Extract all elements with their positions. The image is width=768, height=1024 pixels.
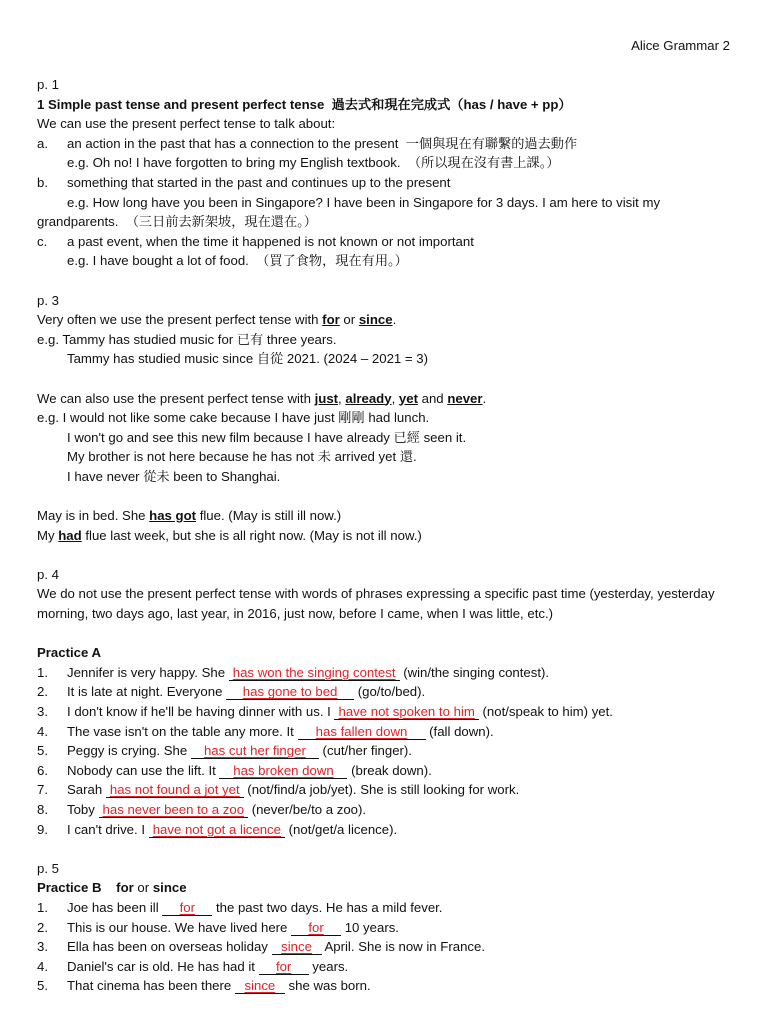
exercise-item bbox=[37, 800, 737, 820]
exercise-hint: the past two days. He has a mild fever. bbox=[212, 899, 443, 915]
exercise-hint: (not/speak to him) yet. bbox=[478, 704, 613, 719]
practice-b-list bbox=[37, 898, 737, 996]
document-body bbox=[37, 75, 737, 996]
section-title: 1 Simple past tense and present perfect tense 過去式和現在完成式（has / have + pp） bbox=[37, 96, 572, 112]
had-example: My had flue last week, but she is all right now. (May is not ill now.) bbox=[37, 527, 422, 543]
exercise-item bbox=[37, 918, 737, 938]
exercise-prompt: I don't know if he'll be having dinner with us. I bbox=[67, 704, 335, 719]
exercise-prompt: It is late at night. Everyone bbox=[67, 684, 227, 700]
page-marker: p. 4 bbox=[37, 566, 59, 582]
answer-blank[interactable]: has never been to a zoo bbox=[99, 802, 249, 818]
answer-blank[interactable]: for bbox=[162, 900, 212, 916]
exercise-number: 5. bbox=[37, 743, 48, 759]
exercise-prompt: Jennifer is very happy. She bbox=[67, 664, 229, 680]
past-time-note: We do not use the present perfect tense with words of phrases expressing a specific past time (yesterday, yesterday morning, two days ago, last year, in 2016, just now, before I came, when I was little, etc.) bbox=[37, 586, 715, 622]
answer-blank[interactable]: for bbox=[291, 920, 341, 936]
exercise-prompt: That cinema has been there bbox=[67, 978, 235, 994]
exercise-number: 4. bbox=[37, 958, 48, 974]
document-header: Alice Grammar 2 bbox=[631, 38, 730, 53]
exercise-item bbox=[37, 780, 737, 800]
point-c-example: e.g. I have bought a lot of food. （買了食物，現在有用。） bbox=[67, 253, 408, 269]
exercise-hint: (win/the singing contest). bbox=[399, 664, 550, 680]
point-b: b. something that started in the past and continues up to the present bbox=[37, 174, 451, 190]
exercise-number: 4. bbox=[37, 723, 48, 739]
exercise-prompt: Nobody can use the lift. It bbox=[67, 762, 220, 778]
exercise-number: 6. bbox=[37, 762, 48, 778]
already-example: I won't go and see this new film because I have already 已經 seen it. bbox=[67, 429, 467, 445]
answer-blank[interactable]: since bbox=[235, 978, 285, 994]
exercise-prompt: Ella has been on overseas holiday bbox=[67, 939, 272, 955]
since-example: Tammy has studied music since 自從 2021. (2024 – 2021 = 3) bbox=[67, 351, 429, 367]
page-marker: p. 3 bbox=[37, 292, 59, 308]
exercise-number: 3. bbox=[37, 939, 48, 955]
exercise-prompt: Peggy is crying. She bbox=[67, 743, 191, 759]
adverbs-intro: We can also use the present perfect tense with just, already, yet and never. bbox=[37, 390, 487, 406]
point-c: c. a past event, when the time it happened is not known or not important bbox=[37, 233, 474, 249]
exercise-hint: (never/be/to a zoo). bbox=[248, 801, 367, 817]
exercise-hint: (not/find/a job/yet). She is still looking for work. bbox=[243, 782, 520, 798]
exercise-prompt: Daniel's car is old. He has had it bbox=[67, 958, 259, 974]
answer-blank[interactable]: since bbox=[272, 939, 322, 955]
exercise-hint: (break down). bbox=[347, 762, 432, 778]
exercise-prompt: Toby bbox=[67, 801, 99, 817]
intro-text: We can use the present perfect tense to talk about: bbox=[37, 116, 336, 132]
exercise-hint: (go/to/bed). bbox=[354, 684, 426, 700]
exercise-hint: April. She is now in France. bbox=[321, 939, 485, 955]
exercise-item bbox=[37, 976, 737, 996]
exercise-prompt: Sarah bbox=[67, 782, 106, 798]
exercise-number: 8. bbox=[37, 801, 48, 817]
exercise-item bbox=[37, 937, 737, 957]
just-example: e.g. I would not like some cake because I have just 剛剛 had lunch. bbox=[37, 410, 430, 426]
exercise-item bbox=[37, 702, 737, 722]
practice-a-list bbox=[37, 663, 737, 839]
never-example: I have never 從未 been to Shanghai. bbox=[67, 468, 281, 484]
answer-blank[interactable]: has fallen down bbox=[298, 724, 426, 740]
practice-a-title: Practice A bbox=[37, 645, 102, 661]
exercise-item bbox=[37, 663, 737, 683]
answer-blank[interactable]: has not found a jot yet bbox=[106, 782, 244, 798]
for-since-intro: Very often we use the present perfect tense with for or since. bbox=[37, 312, 397, 328]
point-a-example: e.g. Oh no! I have forgotten to bring my English textbook. （所以現在沒有書上課。） bbox=[67, 155, 560, 171]
exercise-number: 7. bbox=[37, 782, 48, 798]
answer-blank[interactable]: have not got a licence bbox=[149, 822, 285, 838]
exercise-number: 3. bbox=[37, 704, 48, 719]
yet-example: My brother is not here because he has not 未 arrived yet 還. bbox=[67, 449, 417, 465]
exercise-number: 2. bbox=[37, 684, 48, 700]
page-marker: p. 1 bbox=[37, 77, 59, 92]
exercise-prompt: I can't drive. I bbox=[67, 821, 149, 837]
exercise-hint: she was born. bbox=[284, 978, 371, 994]
exercise-hint: (not/get/a licence). bbox=[285, 821, 398, 837]
exercise-number: 5. bbox=[37, 978, 48, 994]
exercise-number: 1. bbox=[37, 664, 48, 680]
practice-b-title: Practice B for or since bbox=[37, 880, 187, 896]
exercise-item bbox=[37, 722, 737, 742]
page-marker: p. 5 bbox=[37, 860, 59, 876]
exercise-prompt: This is our house. We have lived here bbox=[67, 919, 292, 935]
has-got-example: May is in bed. She has got flue. (May is still ill now.) bbox=[37, 508, 342, 524]
exercise-prompt: Joe has been ill bbox=[67, 899, 163, 915]
exercise-item bbox=[37, 820, 737, 840]
exercise-number: 9. bbox=[37, 821, 48, 837]
exercise-item bbox=[37, 898, 737, 918]
exercise-item bbox=[37, 682, 737, 702]
answer-blank[interactable]: has cut her finger bbox=[191, 743, 319, 759]
answer-blank[interactable]: for bbox=[259, 959, 309, 975]
point-b-example-cont: grandparents. （三日前去新架坡，現在還在。） bbox=[37, 214, 317, 230]
exercise-prompt: The vase isn't on the table any more. It bbox=[67, 723, 298, 739]
exercise-hint: (cut/her finger). bbox=[318, 743, 412, 759]
exercise-hint: (fall down). bbox=[425, 723, 494, 739]
answer-blank[interactable]: has broken down bbox=[219, 763, 347, 779]
exercise-number: 2. bbox=[37, 919, 48, 935]
answer-blank[interactable]: has won the singing contest bbox=[229, 665, 400, 681]
answer-blank[interactable]: has gone to bed bbox=[226, 684, 354, 700]
answer-blank[interactable]: have not spoken to him bbox=[334, 704, 478, 720]
exercise-item bbox=[37, 761, 737, 781]
exercise-item bbox=[37, 957, 737, 977]
point-b-example: e.g. How long have you been in Singapore? I have been in Singapore for 3 days. I am here to visit my bbox=[67, 194, 661, 210]
exercise-item bbox=[37, 741, 737, 761]
for-example: e.g. Tammy has studied music for 已有 three years. bbox=[37, 331, 337, 347]
point-a: a. an action in the past that has a connection to the present 一個與現在有聯繫的過去動作 bbox=[37, 135, 578, 151]
exercise-hint: years. bbox=[308, 958, 349, 974]
exercise-number: 1. bbox=[37, 899, 48, 915]
exercise-hint: 10 years. bbox=[341, 919, 399, 935]
